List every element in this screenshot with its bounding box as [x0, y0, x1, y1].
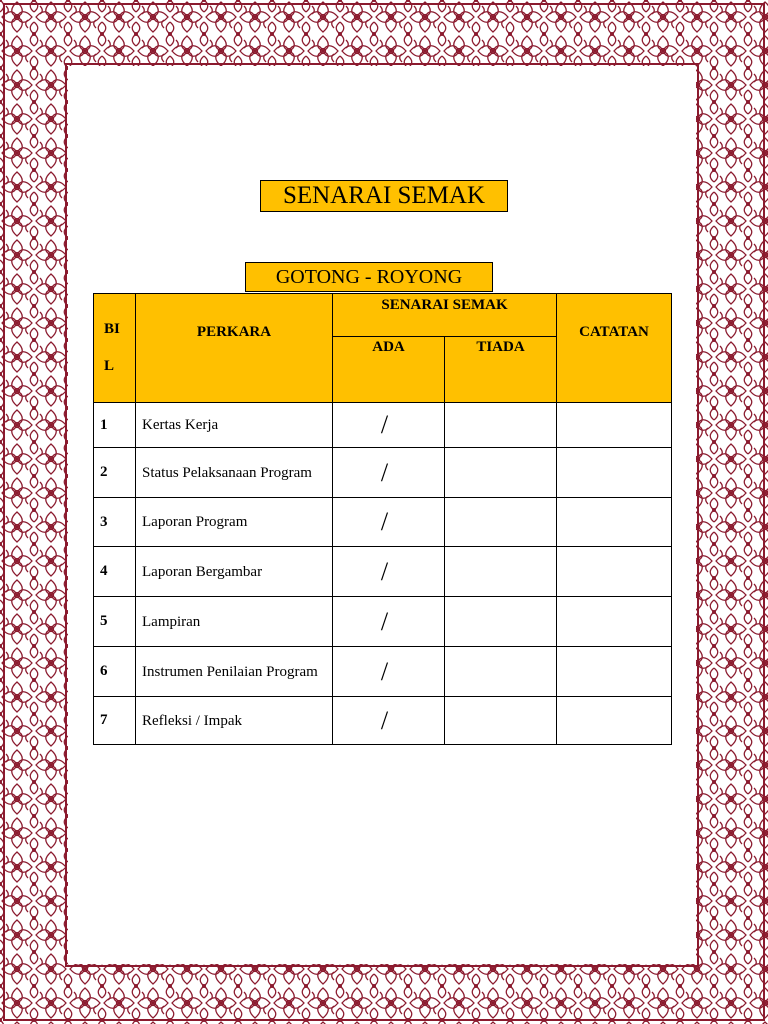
row-item: Instrumen Penilaian Program: [136, 647, 333, 697]
ada-check-cell: [333, 547, 445, 597]
ada-check-cell: [333, 647, 445, 697]
check-mark: /: [380, 705, 389, 735]
header-ada: ADA: [333, 337, 445, 403]
table-row: [94, 647, 672, 697]
header-bil-line1: BI: [104, 321, 120, 337]
tiada-cell: [445, 547, 557, 597]
tiada-cell: [445, 403, 557, 448]
row-item: Laporan Bergambar: [136, 547, 333, 597]
ada-check-cell: [333, 597, 445, 647]
tiada-cell: [445, 597, 557, 647]
ada-check-cell: [333, 448, 445, 498]
catatan-cell: [557, 448, 672, 498]
check-mark: /: [380, 457, 389, 487]
table-row: [94, 403, 672, 448]
row-number: 4: [94, 547, 136, 597]
catatan-cell: [557, 647, 672, 697]
check-mark: /: [380, 606, 389, 636]
catatan-cell: [557, 403, 672, 448]
check-mark: /: [380, 656, 389, 686]
header-tiada: TIADA: [445, 337, 557, 403]
table-row: [94, 697, 672, 745]
row-item: Kertas Kerja: [136, 403, 333, 448]
ada-check-cell: [333, 697, 445, 745]
ada-check-cell: [333, 498, 445, 547]
row-number: 1: [94, 403, 136, 448]
row-item: Laporan Program: [136, 498, 333, 547]
row-number: 7: [94, 697, 136, 745]
checklist-table: [93, 293, 672, 745]
catatan-cell: [557, 547, 672, 597]
header-bil-line2: L: [104, 358, 115, 374]
check-mark: /: [380, 507, 389, 536]
tiada-cell: [445, 448, 557, 498]
catatan-cell: [557, 597, 672, 647]
row-number: 3: [94, 498, 136, 547]
check-mark: /: [380, 410, 389, 439]
table-row: [94, 597, 672, 647]
checklist-body: [94, 403, 672, 745]
table-row: [94, 448, 672, 498]
ada-check-cell: [333, 403, 445, 448]
row-item: Status Pelaksanaan Program: [136, 448, 333, 498]
table-row: [94, 547, 672, 597]
row-item: Refleksi / Impak: [136, 697, 333, 745]
header-bil: [94, 294, 136, 403]
tiada-cell: [445, 647, 557, 697]
header-perkara: PERKARA: [136, 294, 333, 403]
check-mark: /: [380, 556, 389, 586]
catatan-cell: [557, 697, 672, 745]
catatan-cell: [557, 498, 672, 547]
row-item: Lampiran: [136, 597, 333, 647]
table-header-row: [94, 294, 672, 337]
row-number: 2: [94, 448, 136, 498]
tiada-cell: [445, 697, 557, 745]
header-catatan: CATATAN: [557, 294, 672, 403]
table-row: [94, 498, 672, 547]
tiada-cell: [445, 498, 557, 547]
row-number: 6: [94, 647, 136, 697]
row-number: 5: [94, 597, 136, 647]
header-senarai-semak: SENARAI SEMAK: [333, 294, 557, 337]
sub-title: GOTONG - ROYONG: [245, 262, 493, 292]
main-title: SENARAI SEMAK: [260, 180, 508, 212]
